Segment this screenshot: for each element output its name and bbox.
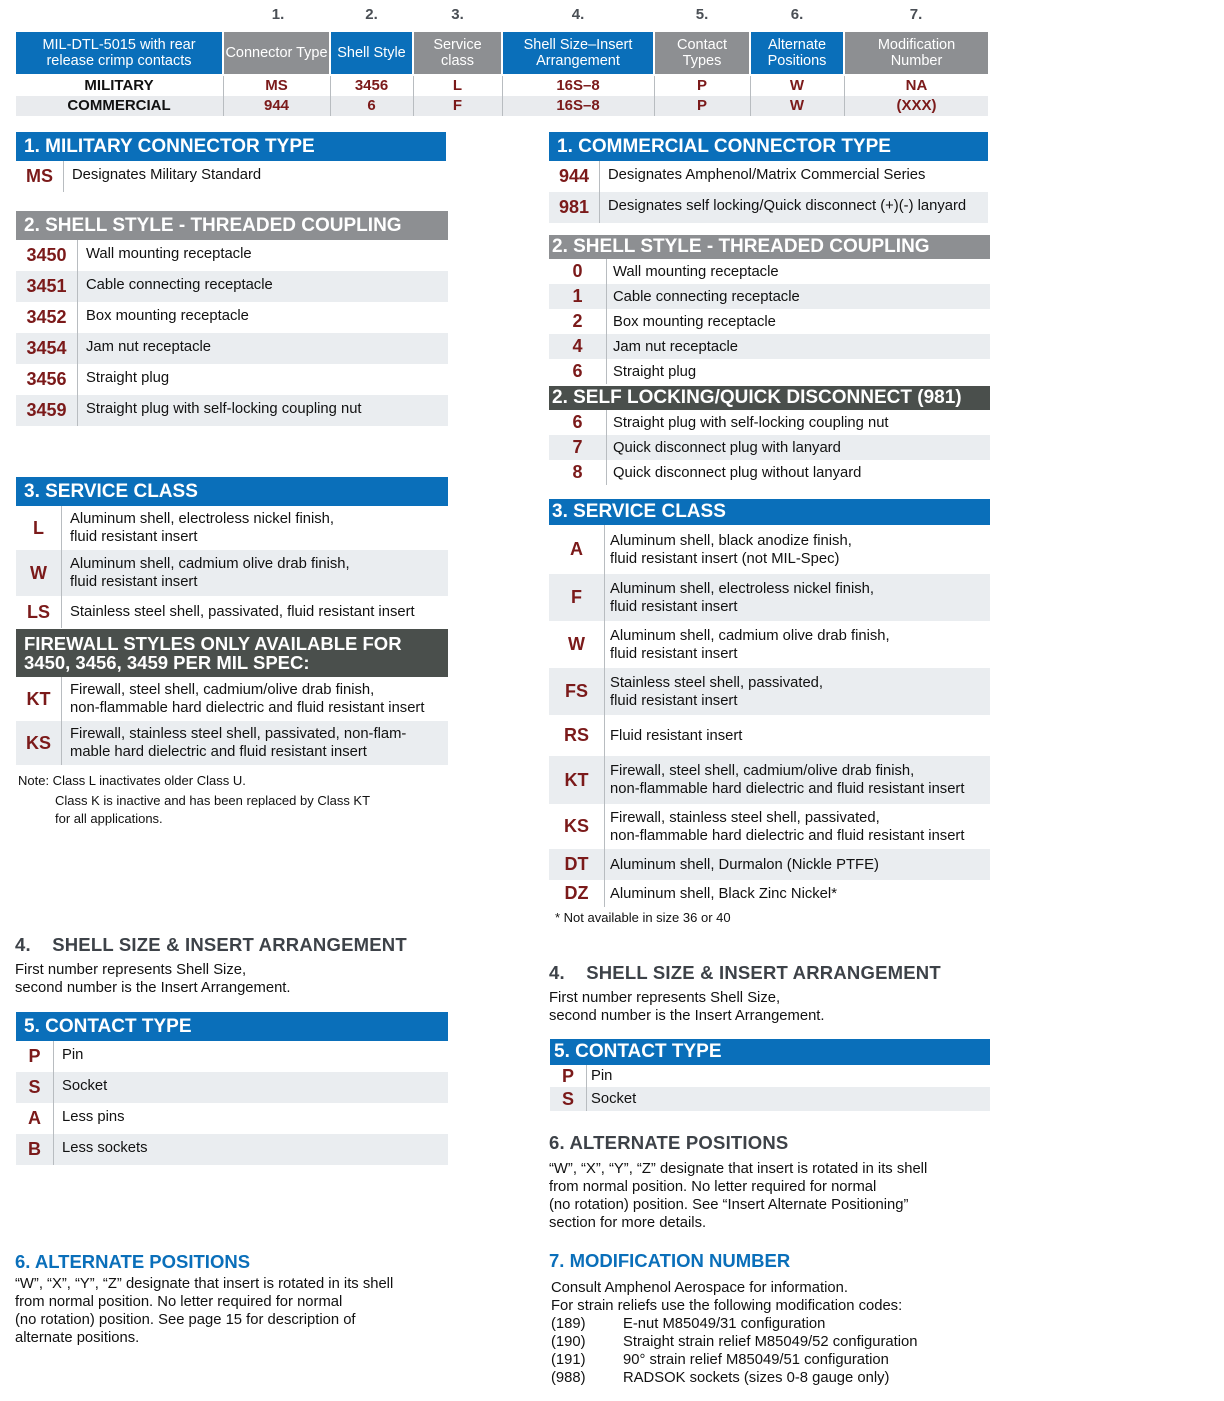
- list-item: [549, 284, 990, 309]
- list-item: [551, 1369, 917, 1387]
- shell-size-heading: 4. SHELL SIZE & INSERT ARRANGEMENT: [549, 962, 941, 983]
- description: Less pins: [62, 1109, 125, 1125]
- list-item: [549, 259, 990, 284]
- code: FS: [564, 681, 588, 701]
- military-label: MILITARY: [84, 77, 154, 94]
- firewall-list: [16, 677, 448, 765]
- firewall-styles-heading: FIREWALL STYLES ONLY AVAILABLE FOR 3450, 3456, 3459 PER MIL SPEC:: [16, 629, 448, 677]
- code: 8: [572, 462, 583, 482]
- description: Pin: [62, 1047, 84, 1063]
- code: S: [561, 1088, 574, 1109]
- military-contact-type-heading: 5. CONTACT TYPE: [16, 1012, 448, 1041]
- divider: [654, 76, 655, 116]
- list-item: [16, 395, 448, 426]
- military-value: NA: [905, 77, 928, 94]
- list-item: [16, 271, 448, 302]
- code: LS: [26, 601, 50, 622]
- column-number: 6.: [790, 6, 804, 23]
- code: MS: [26, 166, 53, 186]
- commercial-service-class-list: [549, 525, 990, 907]
- header-shell-style: Shell Style: [331, 32, 412, 74]
- list-item: [16, 1072, 448, 1103]
- military-value: L: [452, 77, 463, 94]
- code: 3454: [26, 338, 67, 358]
- description: Stainless steel shell, passivated, fluid resistant insert: [610, 674, 824, 709]
- description: Aluminum shell, Durmalon (Nickle PTFE): [610, 856, 879, 873]
- description: Aluminum shell, cadmium olive drab finish, fluid resistant insert: [610, 627, 890, 662]
- list-item: [16, 506, 448, 550]
- divider: [750, 76, 751, 116]
- header-shell-size: Shell Size–Insert Arrangement: [503, 32, 653, 74]
- list-item: [549, 804, 990, 849]
- commercial-connector-type-list: [549, 161, 988, 223]
- commercial-contact-type-heading: 5. CONTACT TYPE: [550, 1039, 990, 1065]
- code: 6: [572, 412, 583, 432]
- code: 3456: [26, 369, 67, 389]
- modification-codes: [551, 1315, 917, 1387]
- code: 4: [572, 336, 583, 356]
- description: Firewall, stainless steel shell, passivated, non-flammable hard dielectric and fluid resistant insert: [610, 809, 965, 844]
- list-item: [549, 334, 990, 359]
- commercial-value: W: [789, 97, 805, 114]
- header-connector-type: Connector Type: [224, 32, 329, 74]
- code: P: [561, 1065, 574, 1086]
- header-service-class: Service class: [414, 32, 501, 74]
- modification-code: (191): [551, 1352, 586, 1368]
- column-number: 7.: [909, 6, 923, 23]
- commercial-value: P: [696, 97, 707, 114]
- code: KT: [564, 769, 589, 790]
- modification-desc: E-nut M85049/31 configuration: [623, 1316, 826, 1332]
- military-value: MS: [265, 77, 288, 94]
- code: 3452: [26, 307, 67, 327]
- military-value: 16S–8: [556, 77, 600, 94]
- military-service-class-heading: 3. SERVICE CLASS: [16, 477, 448, 506]
- military-shell-style-list: [16, 240, 448, 426]
- list-item: [16, 161, 446, 192]
- note-line: for all applications.: [55, 811, 163, 826]
- list-item: [549, 525, 990, 574]
- divider: [223, 76, 224, 116]
- description: Stainless steel shell, passivated, fluid resistant insert: [70, 604, 415, 620]
- description: Wall mounting receptacle: [613, 263, 779, 280]
- modification-number-heading: 7. MODIFICATION NUMBER: [549, 1250, 791, 1271]
- column-number: 2.: [365, 6, 378, 23]
- code: 3450: [26, 245, 67, 265]
- list-item: [16, 550, 448, 596]
- code: A: [570, 539, 583, 559]
- description: Aluminum shell, cadmium olive drab finish, fluid resistant insert: [70, 556, 350, 590]
- column-number: 1.: [271, 6, 285, 23]
- description: Jam nut receptacle: [613, 338, 739, 355]
- description: Less sockets: [62, 1140, 148, 1156]
- description: Designates Military Standard: [72, 167, 262, 183]
- modification-desc: RADSOK sockets (sizes 0-8 gauge only): [623, 1370, 890, 1386]
- list-item: [549, 410, 990, 435]
- list-item: [16, 721, 448, 765]
- description: Aluminum shell, black anodize finish, fluid resistant insert (not MIL-Spec): [610, 532, 852, 567]
- description: Straight plug: [613, 363, 697, 380]
- description: Designates self locking/Quick disconnect (+)(-) lanyard: [608, 198, 967, 214]
- code: 7: [572, 437, 583, 457]
- description: Quick disconnect plug without lanyard: [613, 464, 862, 481]
- description: Cable connecting receptacle: [613, 288, 800, 305]
- code: 3459: [26, 400, 67, 420]
- description: Pin: [591, 1068, 613, 1084]
- list-item: [16, 240, 448, 271]
- commercial-value: 16S–8: [556, 97, 600, 114]
- column-number: 4.: [571, 6, 585, 23]
- code: 1: [572, 286, 583, 306]
- description: Socket: [591, 1091, 637, 1107]
- description: Firewall, stainless steel shell, passivated, non-flam- mable hard dielectric and fluid resistant insert: [70, 726, 407, 760]
- description: Box mounting receptacle: [613, 313, 776, 330]
- list-item: [549, 715, 990, 756]
- list-item: [16, 333, 448, 364]
- list-item: [549, 574, 990, 621]
- description: Aluminum shell, electroless nickel finish, fluid resistant insert: [610, 580, 874, 615]
- list-item: [16, 1134, 448, 1165]
- military-connector-type-heading: 1. MILITARY CONNECTOR TYPE: [16, 132, 446, 161]
- code: 3451: [26, 276, 67, 296]
- modification-desc: Straight strain relief M85049/52 configuration: [623, 1334, 918, 1350]
- code: DT: [564, 854, 589, 874]
- description: Cable connecting receptacle: [86, 277, 273, 293]
- list-item: [549, 435, 990, 460]
- description: Fluid resistant insert: [610, 727, 743, 744]
- list-item: [549, 161, 988, 192]
- list-item: [549, 309, 990, 334]
- column-number: 3.: [451, 6, 464, 23]
- modification-code: (988): [551, 1370, 586, 1386]
- code: L: [33, 517, 44, 538]
- military-connector-type-list: [16, 161, 446, 192]
- shell-size-heading: 4. SHELL SIZE & INSERT ARRANGEMENT: [15, 934, 407, 955]
- commercial-label: COMMERCIAL: [67, 97, 171, 114]
- list-item: [549, 756, 990, 804]
- commercial-contact-type-list: [550, 1065, 990, 1111]
- shell-size-text: First number represents Shell Size, second number is the Insert Arrangement.: [15, 962, 291, 996]
- header-alternate-positions: Alternate Positions: [751, 32, 843, 74]
- code: KS: [563, 816, 589, 836]
- list-item: [16, 302, 448, 333]
- description: Straight plug with self-locking coupling nut: [613, 414, 889, 431]
- column-number: 5.: [695, 6, 709, 23]
- divider: [502, 76, 503, 116]
- modification-code: (189): [551, 1316, 586, 1332]
- description: Straight plug: [86, 370, 170, 386]
- code: W: [568, 634, 585, 654]
- code: B: [28, 1139, 41, 1159]
- commercial-value: F: [452, 97, 463, 114]
- commercial-value: 944: [263, 97, 290, 114]
- list-item: [549, 849, 990, 880]
- commercial-value: (XXX): [896, 97, 937, 114]
- code: RS: [563, 725, 589, 745]
- list-item: [551, 1351, 917, 1369]
- commercial-service-class-heading: 3. SERVICE CLASS: [549, 499, 990, 525]
- military-value: W: [789, 77, 805, 94]
- list-item: [16, 1103, 448, 1134]
- divider: [413, 76, 414, 116]
- code: F: [571, 587, 582, 607]
- modification-intro: Consult Amphenol Aerospace for information.: [551, 1280, 848, 1296]
- military-shell-style-heading: 2. SHELL STYLE - THREADED COUPLING: [16, 211, 448, 240]
- military-service-class-list: [16, 506, 448, 628]
- header-contact-types: Contact Types: [655, 32, 749, 74]
- code: W: [30, 562, 47, 583]
- description: Aluminum shell, electroless nickel finish, fluid resistant insert: [70, 511, 334, 545]
- code: DZ: [564, 883, 589, 903]
- alternate-positions-heading: 6. ALTERNATE POSITIONS: [549, 1132, 789, 1153]
- description: Firewall, steel shell, cadmium/olive drab finish, non-flammable hard dielectric and fluid resistant insert: [610, 763, 965, 797]
- list-item: [550, 1087, 990, 1111]
- alternate-positions-text: “W”, “X”, “Y”, “Z” designate that insert is rotated in its shell from normal position. No letter required for normal (no rotation) position. See page 15 for description of alternate positions.: [15, 1276, 394, 1346]
- modification-intro: For strain reliefs use the following modification codes:: [551, 1298, 903, 1314]
- code: P: [28, 1046, 41, 1066]
- code: 0: [572, 261, 583, 281]
- description: Aluminum shell, Black Zinc Nickel*: [610, 885, 837, 902]
- note-line: Note: Class L inactivates older Class U.: [18, 773, 246, 788]
- note-line: Class K is inactive and has been replaced by Class KT: [55, 793, 371, 808]
- military-contact-type-list: [16, 1041, 448, 1165]
- commercial-shell-style-heading: 2. SHELL STYLE - THREADED COUPLING: [549, 235, 990, 259]
- list-item: [550, 1065, 990, 1087]
- code: A: [28, 1108, 41, 1128]
- footnote: * Not available in size 36 or 40: [555, 910, 731, 925]
- list-item: [549, 880, 990, 907]
- list-item: [551, 1333, 917, 1351]
- commercial-connector-type-heading: 1. COMMERCIAL CONNECTOR TYPE: [549, 132, 988, 161]
- description: Socket: [62, 1078, 108, 1094]
- description: Straight plug with self-locking coupling nut: [86, 401, 362, 417]
- list-item: [549, 460, 990, 485]
- code: S: [28, 1077, 41, 1097]
- shell-size-text: First number represents Shell Size, second number is the Insert Arrangement.: [549, 990, 825, 1024]
- code: KS: [25, 732, 51, 753]
- description: Quick disconnect plug with lanyard: [613, 439, 841, 456]
- divider: [330, 76, 331, 116]
- code: 2: [572, 311, 583, 331]
- military-value: P: [696, 77, 707, 94]
- list-item: [16, 677, 448, 721]
- alternate-positions-text: “W”, “X”, “Y”, “Z” designate that insert is rotated in its shell from normal position. No letter required for normal (no rotation) position. See “Insert Alternate Positioning” section for more details.: [549, 1161, 928, 1231]
- header-modification-number: Modification Number: [845, 32, 988, 74]
- modification-code: (190): [551, 1334, 586, 1350]
- description: Jam nut receptacle: [86, 339, 212, 355]
- divider: [844, 76, 845, 116]
- military-value: 3456: [354, 77, 389, 94]
- list-item: [549, 192, 988, 223]
- code: KT: [26, 688, 51, 709]
- code: 944: [558, 166, 590, 186]
- list-item: [551, 1315, 917, 1333]
- description: Box mounting receptacle: [86, 308, 249, 324]
- order-lead-header: MIL-DTL-5015 with rear release crimp contacts: [16, 32, 222, 74]
- self-locking-heading: 2. SELF LOCKING/QUICK DISCONNECT (981): [549, 386, 990, 410]
- code: 981: [558, 197, 590, 217]
- description: Firewall, steel shell, cadmium/olive drab finish, non-flammable hard dielectric and fluid resistant insert: [70, 682, 425, 716]
- description: Designates Amphenol/Matrix Commercial Series: [608, 167, 926, 183]
- code: 6: [572, 361, 583, 381]
- commercial-shell-style-list: [549, 259, 990, 384]
- description: Wall mounting receptacle: [86, 246, 252, 262]
- self-locking-list: [549, 410, 990, 485]
- alternate-positions-heading: 6. ALTERNATE POSITIONS: [15, 1251, 251, 1272]
- list-item: [549, 359, 990, 384]
- list-item: [549, 621, 990, 668]
- modification-desc: 90° strain relief M85049/51 configuration: [623, 1352, 889, 1368]
- list-item: [16, 364, 448, 395]
- list-item: [16, 1041, 448, 1072]
- commercial-value: 6: [367, 97, 376, 114]
- list-item: [549, 668, 990, 715]
- list-item: [16, 596, 448, 628]
